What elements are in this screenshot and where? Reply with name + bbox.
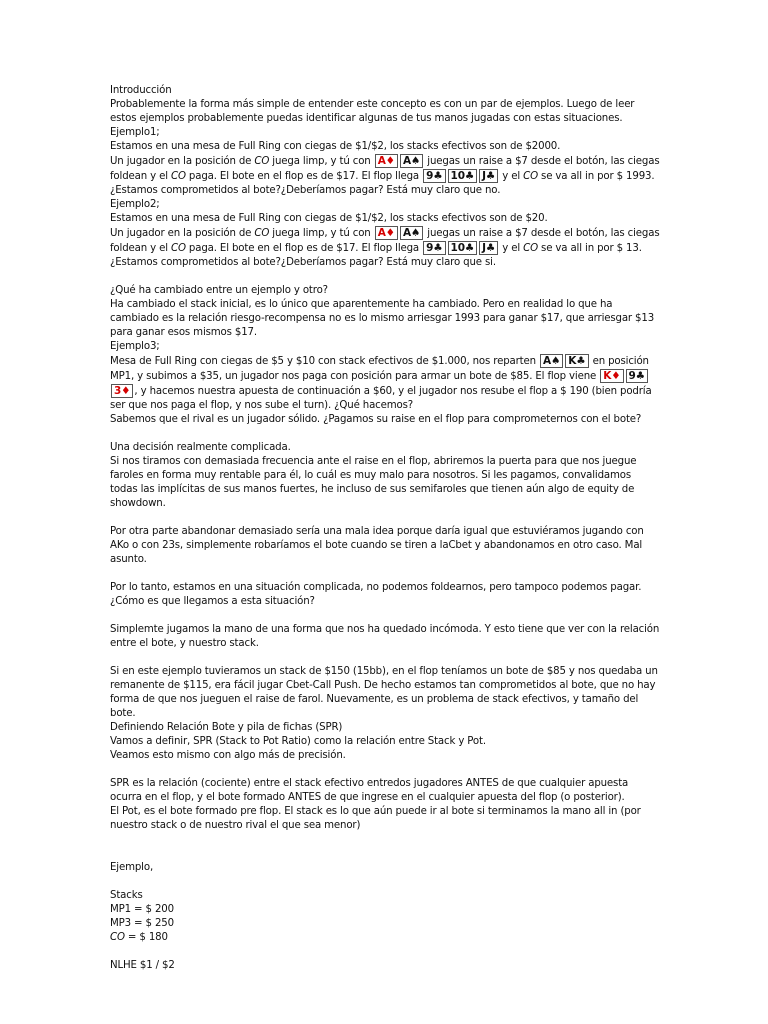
card-king-diamonds: K♦ (600, 369, 623, 383)
card-ten-clubs: 10♣ (448, 241, 478, 255)
question-change: ¿Qué ha cambiado entre un ejemplo y otro? (110, 285, 328, 296)
example-label: Ejemplo, (110, 862, 154, 873)
card-ace-diamonds: A♦ (375, 154, 398, 168)
card-ace-diamonds: A♦ (375, 226, 398, 240)
example1-title: Ejemplo1; (110, 127, 160, 138)
card-three-diamonds: 3♦ (111, 384, 133, 398)
card-nine-clubs: 9♣ (423, 241, 445, 255)
stack-paragraph: Si en este ejemplo tuvieramos un stack de $150 (15bb), en el flop teníamos un bote de $85 y nos quedaba un remanente de $115, era fácil jugar Cbet-Call Push. De hecho estamos tan comprometidos al bote, que no hay forma de que nos jueguen el raise de farol. Nuevamente, es un problema de stack efectivos, y tamaño del bote. (110, 666, 658, 719)
example3-question: Sabemos que el rival es un jugador sólido. ¿Pagamos su raise en el flop para comprometernos con el bote? (110, 414, 642, 425)
example3-paragraph: Mesa de Full Ring con ciegas de $5 y $10 con stack efectivos de $1.000, nos reparten A♠ K♣ en posición MP1, y subimos a $35, un jugador nos paga con posición para armar un bote de $85. El flop viene K♦ 9♣3♦ , y hacemos nuestra apuesta de continuación a $60, y el jugador nos resube el flop a $ 190 (bien podría ser que nos paga el flop, y nos sube el turn). ¿Qué hacemos? (110, 355, 652, 411)
document-body (110, 84, 660, 973)
retire-paragraph: Si nos tiramos con demasiada frecuencia ante el raise en el flop, abriremos la puerta para que nos juegue faroles en forma muy rentable para él, lo cuál es muy malo para nosotros. Si les pagamos, convalidamos todas las implícitas de sus manos fuertes, he incluso de sus semifaroles que tienen aún algo de equity de showdown. (110, 456, 637, 509)
example3-title: Ejemplo3; (110, 341, 160, 352)
card-ace-spades: A♠ (400, 226, 423, 240)
stack-co: CO = $ 180 (110, 932, 168, 943)
decision-line: Una decisión realmente complicada. (110, 442, 291, 453)
simple-paragraph: Simplemte jugamos la mano de una forma que nos ha quedado incómoda. Y esto tiene que ver con la relación entre el bote, y nuestro stack. (110, 624, 660, 649)
define-line: Vamos a definir, SPR (Stack to Pot Ratio) como la relación entre Stack y Pot. (110, 736, 486, 747)
stack-mp3: MP3 = $ 250 (110, 918, 174, 929)
card-ten-clubs: 10♣ (448, 169, 478, 183)
example1-question: ¿Estamos comprometidos al bote?¿Deberíamos pagar? Está muy claro que no. (110, 185, 501, 196)
example2-question: ¿Estamos comprometidos al bote?¿Deberíamos pagar? Está muy claro que si. (110, 257, 496, 268)
example1-line1: Estamos en una mesa de Full Ring con ciegas de $1/$2, los stacks efectivos son de $2000. (110, 141, 561, 152)
change-paragraph: Ha cambiado el stack inicial, es lo único que aparentemente ha cambiado. Pero en realidad lo que ha cambiado es la relación riesgo-recompensa no es lo mismo arriesgar 1993 para ganar $17, que arriesgar $13 para ganar esos mismos $17. (110, 299, 655, 338)
card-nine-clubs: 9♣ (626, 369, 648, 383)
intro-paragraph: Probablemente la forma más simple de entender este concepto es con un par de ejemplos. Luego de leer estos ejemplos probablemente puedas identificar algunas de tus manos jugadas con estas situaciones. (110, 99, 635, 124)
example1-paragraph: Un jugador en la posición de CO juega limp, y tú con A♦ A♠ juegas un raise a $7 desde el botón, las ciegas foldean y el CO paga. El bote en el flop es de $17. El flop llega 9♣ 10♣ J♣ y el CO se va all in por $ 1993. (110, 155, 660, 182)
precision-line: Veamos esto mismo con algo más de precisión. (110, 750, 346, 761)
complicated-paragraph: Por lo tanto, estamos en una situación complicada, no podemos foldearnos, pero tampoco podemos pagar. ¿Cómo es que llegamos a esta situación? (110, 582, 642, 607)
game-line: NLHE $1 / $2 (110, 960, 175, 971)
example2-line1: Estamos en una mesa de Full Ring con ciegas de $1/$2, los stacks efectivos son de $20. (110, 213, 548, 224)
card-ace-spades: A♠ (400, 154, 423, 168)
example2-title: Ejemplo2; (110, 199, 160, 210)
card-jack-clubs: J♣ (479, 169, 498, 183)
intro-heading: Introducción (110, 85, 172, 96)
stack-mp1: MP1 = $ 200 (110, 904, 174, 915)
abandon-paragraph: Por otra parte abandonar demasiado sería una mala idea porque daría igual que estuviéramos jugando con AKo o con 23s, simplemente robaríamos el bote cuando se tiren a laCbet y abandonamos en otro caso. Mal asunto. (110, 526, 644, 565)
pot-paragraph: El Pot, es el bote formado pre flop. El stack es lo que aún puede ir al bote si terminamos la mano all in (por nuestro stack o de nuestro rival el que sea menor) (110, 806, 641, 831)
card-nine-clubs: 9♣ (423, 169, 445, 183)
card-jack-clubs: J♣ (479, 241, 498, 255)
example2-paragraph: Un jugador en la posición de CO juega limp, y tú con A♦ A♠ juegas un raise a $7 desde el botón, las ciegas foldean y el CO paga. El bote en el flop es de $17. El flop llega 9♣ 10♣ J♣ y el CO se va all in por $ 13. (110, 227, 660, 254)
spr-paragraph: SPR es la relación (cociente) entre el stack efectivo entredos jugadores ANTES de que cualquier apuesta ocurra en el flop, y el bote formado ANTES de que ingrese en el cualquier apuesta del flop (o posterior). (110, 778, 629, 803)
stacks-label: Stacks (110, 890, 143, 901)
card-king-clubs: K♣ (565, 354, 588, 368)
card-ace-spades: A♠ (540, 354, 563, 368)
spr-heading: Definiendo Relación Bote y pila de fichas (SPR) (110, 722, 343, 733)
